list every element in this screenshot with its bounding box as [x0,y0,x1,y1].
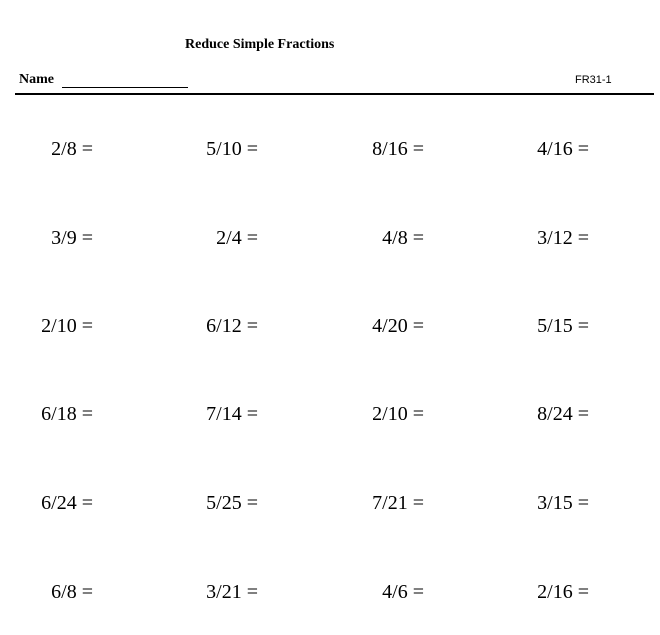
worksheet-title: Reduce Simple Fractions [185,37,335,52]
fraction-problem: 3/15 = [537,492,589,514]
fraction-problem: 2/10 = [372,403,424,425]
fraction-problem: 4/6 = [382,581,424,603]
fraction-problem: 7/21 = [372,492,424,514]
fraction-problem: 8/24 = [537,403,589,425]
fraction-problem: 6/18 = [41,403,93,425]
fraction-problem: 5/25 = [206,492,258,514]
fraction-problem: 4/16 = [537,138,589,160]
fraction-problem: 4/8 = [382,227,424,249]
worksheet-code: FR31-1 [575,74,612,86]
name-label: Name [19,72,54,87]
fraction-problem: 2/8 = [51,138,93,160]
fraction-problem: 2/10 = [41,315,93,337]
fraction-problem: 4/20 = [372,315,424,337]
fraction-problem: 6/24 = [41,492,93,514]
fraction-problem: 5/10 = [206,138,258,160]
fraction-problem: 3/21 = [206,581,258,603]
fraction-problem: 6/8 = [51,581,93,603]
fraction-problem: 7/14 = [206,403,258,425]
fraction-problem: 6/12 = [206,315,258,337]
fraction-problem: 3/9 = [51,227,93,249]
fraction-problem: 3/12 = [537,227,589,249]
fraction-problem: 2/16 = [537,581,589,603]
fraction-problem: 8/16 = [372,138,424,160]
fraction-problem: 5/15 = [537,315,589,337]
fraction-problem: 2/4 = [216,227,258,249]
